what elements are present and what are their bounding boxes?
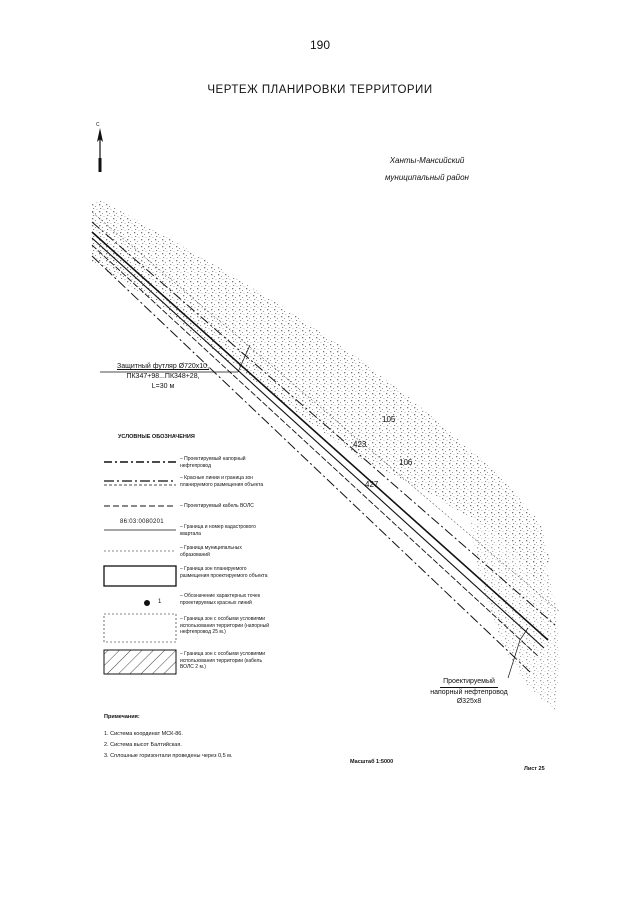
legend-point-number: 1 xyxy=(158,599,162,605)
note-item: 2. Система высот Балтийская. xyxy=(104,742,182,748)
scale-label: Масштаб 1:5000 xyxy=(350,759,394,765)
drawing-title: ЧЕРТЕЖ ПЛАНИРОВКИ ТЕРРИТОРИИ xyxy=(207,84,433,96)
casing-label-line1: Защитный футляр Ø720х10, xyxy=(116,363,210,370)
legend-item-quarter: – Граница и номер кадастрового квартала xyxy=(180,524,256,537)
legend-item-vols-zone: – Граница зон с особыми условиями использования территории (кабель ВОЛС 2 м.) xyxy=(180,651,266,670)
legend-item-zone: – Граница зон планируемого размещения проектируемого объекта xyxy=(180,566,268,579)
north-arrow-label: С xyxy=(96,122,100,128)
legend-item-red-lines: – Красные линии и граница зон планируемого размещения объекта xyxy=(180,475,264,488)
pipeline-label xyxy=(414,677,524,707)
casing-label-line2: ПК347+98...ПК348+28, xyxy=(126,373,200,380)
legend-title: УСЛОВНЫЕ ОБОЗНАЧЕНИЯ xyxy=(118,434,195,440)
legend-symbol-oil-zone xyxy=(104,614,176,642)
casing-label-line3: L=30 м xyxy=(151,383,175,390)
legend-item-municipal: – Граница муниципальных образований xyxy=(180,545,242,558)
legend-item-points: – Обозначение характерных точек проектируемых красных линий xyxy=(180,593,261,606)
notes xyxy=(104,712,232,762)
region-label-line1: Ханты-Мансийский xyxy=(389,156,465,165)
map-number-105: 105 xyxy=(382,415,396,424)
legend-symbol-point-icon xyxy=(144,600,150,606)
note-item: 3. Сплошные горизонтали проведены через 0,5 м. xyxy=(104,753,233,759)
notes-title: Примечания: xyxy=(104,714,140,720)
legend-item-vols: – Проектируемый кабель ВОЛС xyxy=(180,503,254,509)
legend-item-oil-zone: – Граница зон с особыми условиями использования территории (напорный нефтепровод 25 м.) xyxy=(180,616,270,635)
sheet-number: Лист 25 xyxy=(524,766,545,772)
map-number-106: 106 xyxy=(399,458,413,467)
note-item: 1. Система координат МСК-86. xyxy=(104,731,183,737)
vols-cable-line xyxy=(92,245,538,656)
casing-label xyxy=(98,362,228,392)
region-label-line2: муниципальный район xyxy=(385,173,469,182)
legend-symbol-vols-zone xyxy=(104,650,176,674)
pipeline-label-line1: Проектируемый xyxy=(440,677,498,688)
legend-symbol-zone xyxy=(104,566,176,586)
map-number-427: 427 xyxy=(365,480,379,489)
map-number-423: 423 xyxy=(353,440,367,449)
page-number: 190 xyxy=(309,38,331,52)
pipeline-label-line3: Ø325х8 xyxy=(456,698,482,705)
pipeline-label-line2: напорный нефтепровод xyxy=(430,688,508,696)
legend-quarter-code: 86:03:0080201 xyxy=(120,519,164,525)
legend-item-pipeline: – Проектируемый напорный нефтепровод xyxy=(180,456,246,469)
